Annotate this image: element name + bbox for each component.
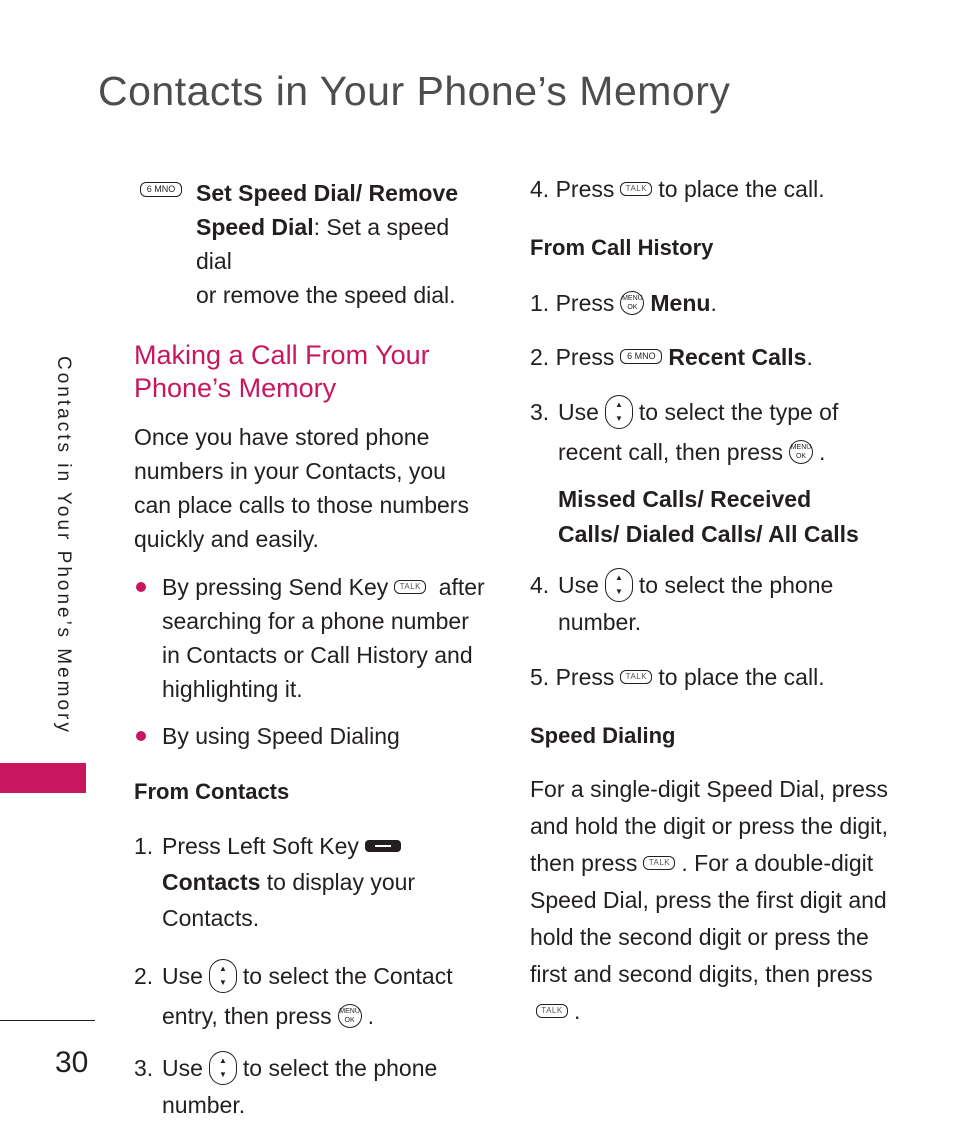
speed-dialing-text: For a single-digit Speed Dial, press and hold the digit or press the digit, then press — [530, 775, 889, 876]
step-text-2: to display your Contacts. — [162, 869, 416, 931]
six-mno-key-icon: 6 MNO — [140, 182, 182, 197]
step-text-3: number. — [162, 1091, 246, 1118]
step-text: Use — [558, 572, 599, 598]
section-heading-line1: Making a Call From Your — [134, 340, 430, 370]
step-text-2: to place the call. — [658, 176, 825, 202]
speed-dialing-paragraph: For a single-digit Speed Dial, press and hold the digit or press the digit, then press TALK . For a double-digit Speed Dial, press the first digit and hold the second digit or press the first and second digits, then press TALK . — [530, 775, 889, 1024]
step-number: 3. — [530, 399, 550, 425]
recent-call-types — [558, 482, 890, 552]
nav-up-down-key-icon: ▲ ▼ — [605, 395, 633, 429]
step-text: Press — [555, 663, 615, 690]
bullet-icon — [136, 582, 146, 592]
section-heading — [134, 339, 486, 405]
menu-ok-key-icon: MENU OK — [338, 1004, 362, 1028]
contacts-step-1 — [134, 828, 486, 936]
talk-key-icon: TALK — [643, 856, 675, 870]
step-text: Use — [558, 399, 599, 425]
speed-dial-option-title: Set Speed Dial/ Remove — [196, 180, 459, 206]
page-number: 30 — [55, 1046, 89, 1079]
history-step-2: 2. Press 6 MNO Recent Calls. — [530, 344, 813, 370]
right-column — [530, 172, 890, 1030]
nav-up-down-key-icon: ▲ ▼ — [605, 568, 633, 602]
step-number: 2. — [530, 344, 550, 370]
recent-call-types-line2: Calls/ Dialed Calls/ All Calls — [558, 521, 859, 547]
left-column — [134, 176, 486, 1123]
recent-call-types-line1: Missed Calls/ Received — [558, 486, 812, 512]
contacts-step-3 — [134, 1050, 486, 1123]
nav-up-down-key-icon: ▲ ▼ — [209, 959, 237, 993]
speed-dial-option-desc: : Set a speed dial — [196, 214, 450, 274]
sidebar-tab-marker — [0, 763, 86, 793]
recent-calls-label: Recent Calls — [668, 344, 807, 370]
step-text: Press — [555, 344, 615, 370]
step-text: Press — [555, 176, 615, 202]
step-text: Use — [162, 963, 203, 989]
sidebar-section-label: Contacts in Your Phone’s Memory — [53, 356, 74, 735]
step-text-2: to place the call. — [658, 663, 825, 690]
menu-ok-key-icon: MENU OK — [789, 440, 813, 464]
step-text: Use — [162, 1055, 203, 1081]
menu-label: Menu — [650, 290, 711, 316]
step-text: Press — [555, 290, 615, 316]
step-number: 1. — [134, 833, 154, 859]
bullet-send-key-text: By pressing Send Key — [162, 574, 389, 600]
left-soft-key-icon — [365, 840, 401, 852]
step-text-2: to select the phone — [242, 1055, 438, 1081]
bullet-send-key — [134, 570, 486, 706]
page-number-rule — [0, 1020, 95, 1021]
intro-paragraph: Once you have stored phone numbers in your Contacts, you can place calls to those numbers quickly and easily. — [134, 424, 469, 552]
step-number: 4. — [530, 572, 550, 598]
contacts-step-4 — [530, 172, 890, 206]
speed-dial-option — [134, 176, 486, 312]
step-text-3: number. — [558, 608, 642, 635]
nav-up-down-key-icon: ▲ ▼ — [209, 1051, 237, 1085]
bullet-speed-dialing — [134, 719, 486, 753]
step-number: 4. — [530, 176, 550, 202]
step-text-2: to select the Contact — [242, 963, 453, 989]
step-text-3: entry, then press — [162, 1003, 332, 1029]
from-contacts-heading: From Contacts — [134, 779, 290, 804]
step-text-2: to select the phone — [638, 572, 834, 598]
step-text-3: recent call, then press — [558, 439, 784, 465]
from-call-history-heading: From Call History — [530, 235, 714, 260]
bullet-speed-dialing-text: By using Speed Dialing — [162, 723, 400, 749]
history-step-3: 3. Use ▲ ▼ to select the type of recent call, then press MENU OK . Missed Calls/ Received Calls/ Dialed Calls/ All Calls — [530, 392, 890, 552]
talk-key-icon: TALK — [620, 182, 652, 196]
contacts-label: Contacts — [162, 869, 261, 895]
step-text: Press Left Soft Key — [162, 833, 359, 859]
menu-ok-key-icon: MENU OK — [620, 291, 644, 315]
talk-key-icon: TALK — [394, 580, 426, 594]
history-step-5 — [530, 660, 890, 694]
speed-dialing-text-2: . For a double-digit Speed Dial, press the first digit and hold the second digit or press the first and second digits, then press — [530, 849, 887, 987]
bullet-send-key-text-2: after searching for a phone number in Contacts or Call History and highlighting it. — [162, 574, 485, 702]
speed-dial-option-title-2: Speed Dial — [196, 214, 314, 240]
step-number: 1. — [530, 290, 550, 316]
speed-dial-option-desc-2: or remove the speed dial. — [196, 282, 456, 308]
talk-key-icon: TALK — [536, 1004, 568, 1018]
step-text-2: to select the type of — [638, 399, 839, 425]
history-step-4 — [530, 567, 890, 640]
contacts-step-2: 2. Use ▲ ▼ to select the Contact entry, then press MENU OK . — [134, 956, 486, 1036]
section-heading-line2: Phone’s Memory — [134, 373, 337, 403]
six-mno-key-icon: 6 MNO — [620, 349, 662, 364]
page-title: Contacts in Your Phone’s Memory — [98, 68, 731, 114]
step-number: 3. — [134, 1055, 154, 1081]
bullet-icon — [136, 731, 146, 741]
history-step-1: 1. Press MENU OK Menu. — [530, 290, 717, 316]
speed-dialing-heading: Speed Dialing — [530, 722, 676, 748]
step-number: 5. — [530, 663, 550, 690]
talk-key-icon: TALK — [620, 670, 652, 684]
step-number: 2. — [134, 963, 154, 989]
